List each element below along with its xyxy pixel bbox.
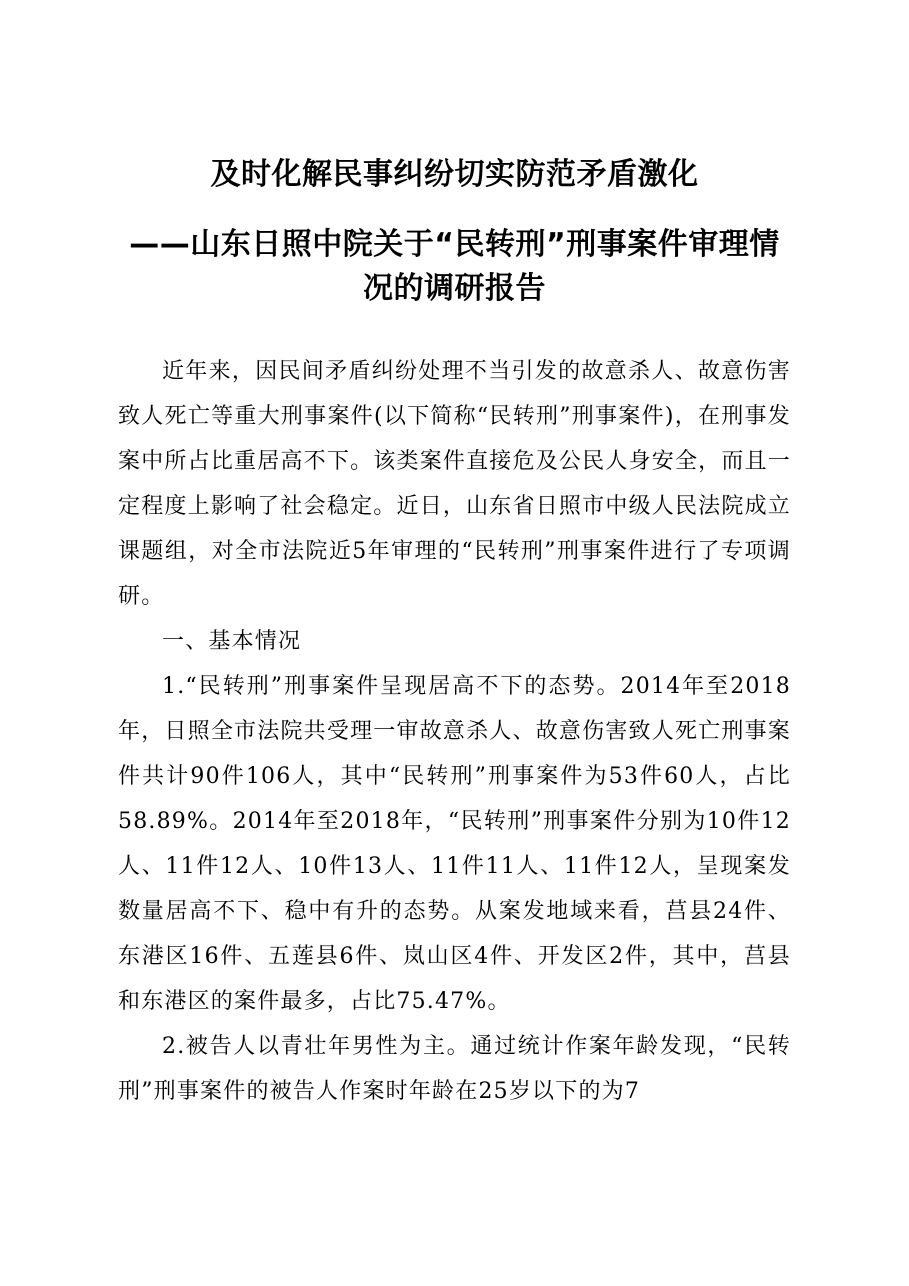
paragraph-point-1: 1.“民转刑”刑事案件呈现居高不下的态势。2014年至2018年，日照全市法院共受理一审故意杀人、故意伤害致人死亡刑事案件共计90件106人，其中“民转刑”刑事案件为53件60人，占比58.89%。2014年至2018年，“民转刑”刑事案件分别为10件12人、11件12人、10件13人、11件11人、11件12人，呈现案发数量居高不下、稳中有升的态势。从案发地域来看，莒县24件、东港区16件、五莲县6件、岚山区4件、开发区2件，其中，莒县和东港区的案件最多，占比75.47%。: [118, 674, 791, 1014]
section-heading-basic-situation: 一、基本情况: [162, 629, 302, 654]
paragraph-point-2: 2.被告人以青壮年男性为主。通过统计作案年龄发现，“民转刑”刑事案件的被告人作案时年龄在25岁以下的为7: [118, 1034, 791, 1104]
document-title: 及时化解民事纠纷切实防范矛盾激化: [210, 157, 699, 192]
document-subtitle: ——山东日照中院关于“民转刑”刑事案件审理情况的调研报告: [129, 227, 780, 306]
paragraph-intro: 近年来，因民间矛盾纠纷处理不当引发的故意杀人、故意伤害致人死亡等重大刑事案件(以下简称“民转刑”刑事案件)，在刑事发案中所占比重居高不下。该类案件直接危及公民人身安全，而且一定程度上影响了社会稳定。近日，山东省日照市中级人民法院成立课题组，对全市法院近5年审理的“民转刑”刑事案件进行了专项调研。: [118, 359, 791, 609]
document-body: [118, 349, 791, 1114]
